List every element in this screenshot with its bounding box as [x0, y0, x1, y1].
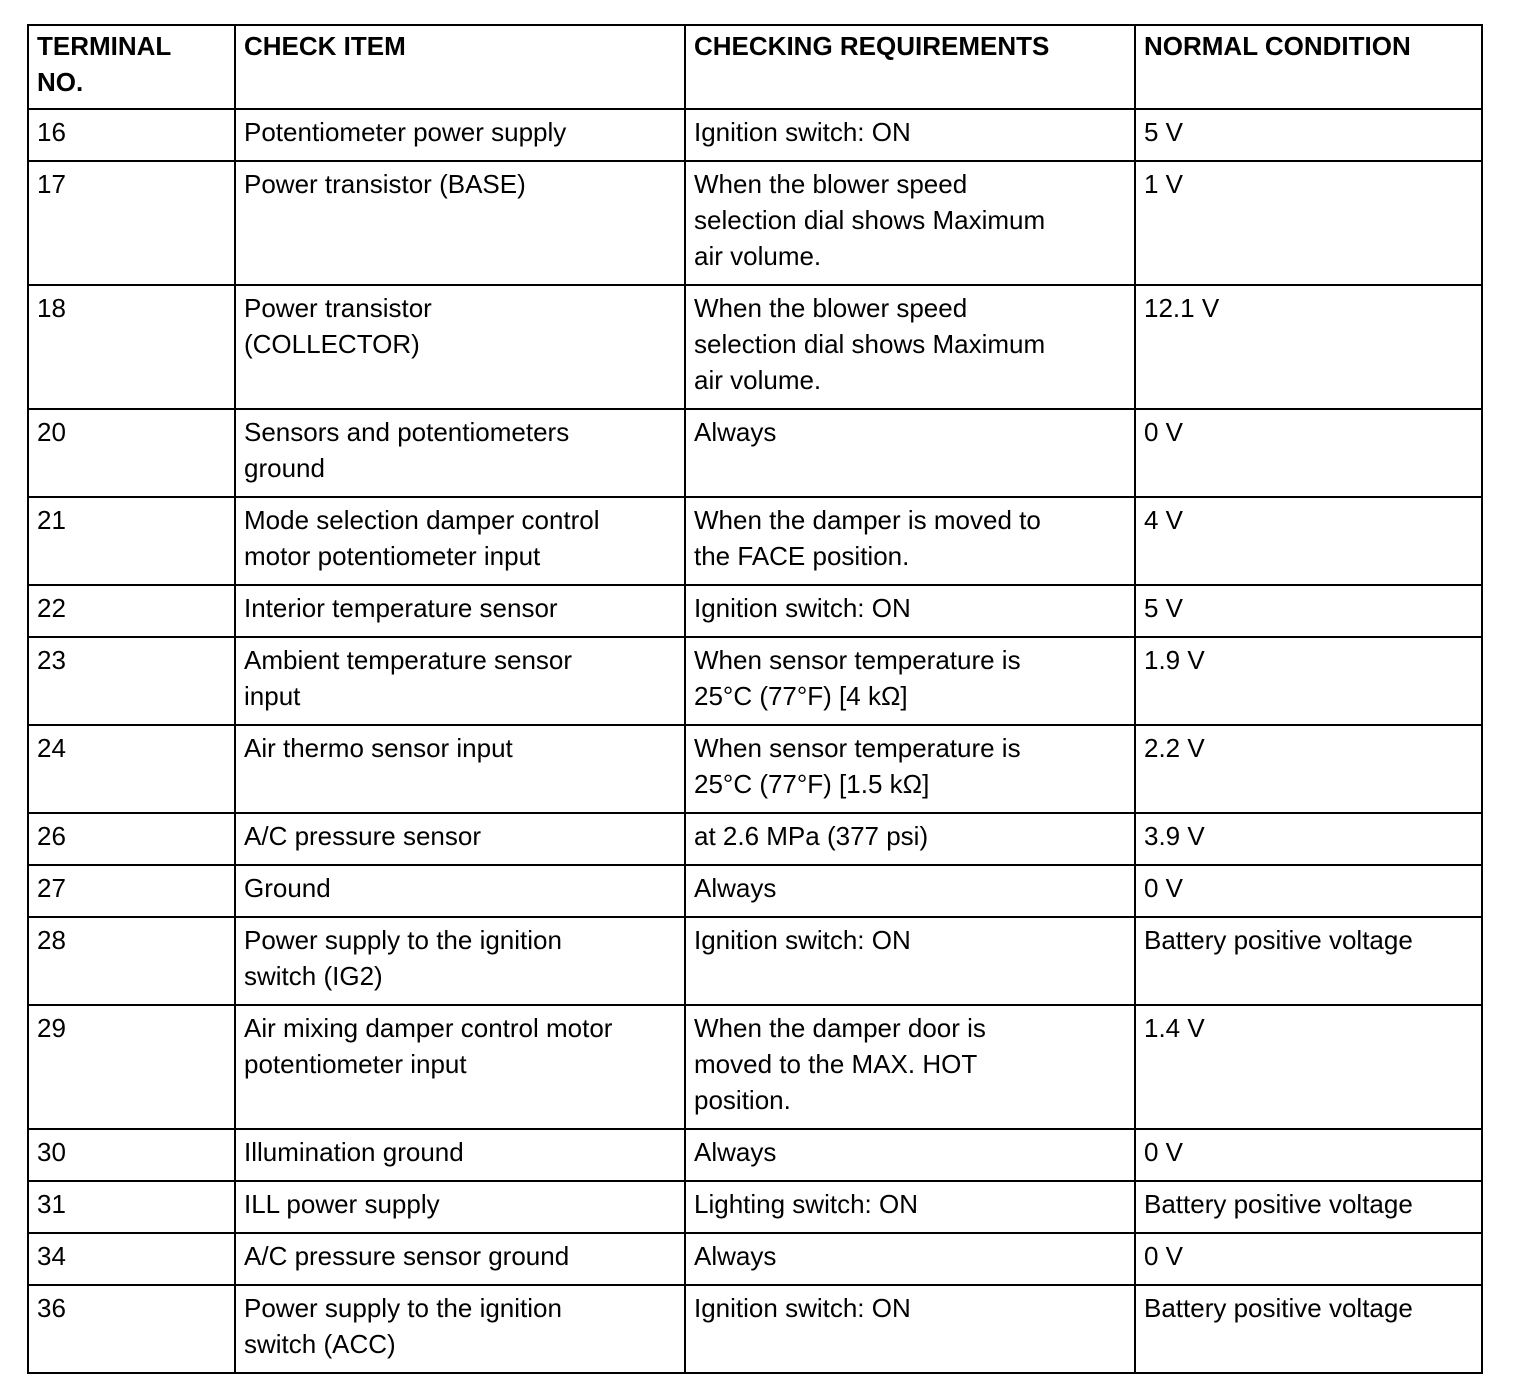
- terminal-cell: 16: [28, 109, 235, 161]
- table-header: [28, 25, 1482, 109]
- table-row: [28, 497, 1482, 585]
- requirement-cell: Always: [685, 1129, 1135, 1181]
- table-row: [28, 285, 1482, 409]
- table-row: [28, 1285, 1482, 1373]
- check-item-cell: ILL power supply: [235, 1181, 685, 1233]
- requirement-cell: When the blower speed selection dial shows Maximum air volume.: [685, 285, 1135, 409]
- table-row: [28, 585, 1482, 637]
- check-item-cell: Air thermo sensor input: [235, 725, 685, 813]
- condition-cell: 12.1 V: [1135, 285, 1482, 409]
- terminal-cell: 23: [28, 637, 235, 725]
- table-row: [28, 161, 1482, 285]
- header-normal-condition: NORMAL CONDITION: [1135, 25, 1482, 109]
- terminal-cell: 18: [28, 285, 235, 409]
- table-row: [28, 1005, 1482, 1129]
- table-body: [28, 109, 1482, 1373]
- table-row: [28, 1233, 1482, 1285]
- table-row: [28, 409, 1482, 497]
- condition-cell: Battery positive voltage: [1135, 1285, 1482, 1373]
- check-item-cell: A/C pressure sensor: [235, 813, 685, 865]
- terminal-cell: 27: [28, 865, 235, 917]
- requirement-cell: Always: [685, 865, 1135, 917]
- condition-cell: 0 V: [1135, 1233, 1482, 1285]
- terminal-cell: 26: [28, 813, 235, 865]
- requirement-cell: Always: [685, 409, 1135, 497]
- requirement-cell: When the blower speed selection dial shows Maximum air volume.: [685, 161, 1135, 285]
- condition-cell: 5 V: [1135, 109, 1482, 161]
- terminal-cell: 29: [28, 1005, 235, 1129]
- condition-cell: 5 V: [1135, 585, 1482, 637]
- requirement-cell: Ignition switch: ON: [685, 917, 1135, 1005]
- check-item-cell: Illumination ground: [235, 1129, 685, 1181]
- requirement-cell: When sensor temperature is 25°C (77°F) [4 kΩ]: [685, 637, 1135, 725]
- table-row: [28, 109, 1482, 161]
- terminal-cell: 34: [28, 1233, 235, 1285]
- condition-cell: Battery positive voltage: [1135, 1181, 1482, 1233]
- requirement-cell: Ignition switch: ON: [685, 1285, 1135, 1373]
- check-item-cell: Power transistor (BASE): [235, 161, 685, 285]
- check-item-cell: Potentiometer power supply: [235, 109, 685, 161]
- requirement-cell: Always: [685, 1233, 1135, 1285]
- condition-cell: Battery positive voltage: [1135, 917, 1482, 1005]
- terminal-cell: 20: [28, 409, 235, 497]
- table-row: [28, 917, 1482, 1005]
- requirement-cell: When the damper is moved to the FACE position.: [685, 497, 1135, 585]
- check-item-cell: Ambient temperature sensor input: [235, 637, 685, 725]
- table-row: [28, 813, 1482, 865]
- requirement-cell: When the damper door is moved to the MAX. HOT position.: [685, 1005, 1135, 1129]
- check-item-cell: Sensors and potentiometers ground: [235, 409, 685, 497]
- table-row: [28, 637, 1482, 725]
- condition-cell: 1 V: [1135, 161, 1482, 285]
- check-item-cell: Power transistor (COLLECTOR): [235, 285, 685, 409]
- check-item-cell: Ground: [235, 865, 685, 917]
- table-row: [28, 725, 1482, 813]
- terminal-cell: 28: [28, 917, 235, 1005]
- table-row: [28, 1181, 1482, 1233]
- check-item-cell: Power supply to the ignition switch (IG2): [235, 917, 685, 1005]
- terminal-cell: 30: [28, 1129, 235, 1181]
- condition-cell: 1.9 V: [1135, 637, 1482, 725]
- header-row: [28, 25, 1482, 109]
- condition-cell: 0 V: [1135, 1129, 1482, 1181]
- terminal-cell: 21: [28, 497, 235, 585]
- check-item-cell: Power supply to the ignition switch (ACC): [235, 1285, 685, 1373]
- requirement-cell: Ignition switch: ON: [685, 109, 1135, 161]
- requirement-cell: Lighting switch: ON: [685, 1181, 1135, 1233]
- requirement-cell: Ignition switch: ON: [685, 585, 1135, 637]
- condition-cell: 0 V: [1135, 865, 1482, 917]
- header-checking-requirements: CHECKING REQUIREMENTS: [685, 25, 1135, 109]
- requirement-cell: When sensor temperature is 25°C (77°F) [1.5 kΩ]: [685, 725, 1135, 813]
- check-item-cell: Interior temperature sensor: [235, 585, 685, 637]
- table-row: [28, 865, 1482, 917]
- terminal-cell: 31: [28, 1181, 235, 1233]
- terminal-check-table: [27, 24, 1483, 1374]
- terminal-cell: 17: [28, 161, 235, 285]
- terminal-cell: 24: [28, 725, 235, 813]
- table-row: [28, 1129, 1482, 1181]
- condition-cell: 1.4 V: [1135, 1005, 1482, 1129]
- header-terminal-no: TERMINAL NO.: [28, 25, 235, 109]
- condition-cell: 3.9 V: [1135, 813, 1482, 865]
- condition-cell: 0 V: [1135, 409, 1482, 497]
- check-item-cell: Air mixing damper control motor potentiometer input: [235, 1005, 685, 1129]
- terminal-cell: 36: [28, 1285, 235, 1373]
- check-item-cell: A/C pressure sensor ground: [235, 1233, 685, 1285]
- condition-cell: 2.2 V: [1135, 725, 1482, 813]
- condition-cell: 4 V: [1135, 497, 1482, 585]
- terminal-cell: 22: [28, 585, 235, 637]
- header-check-item: CHECK ITEM: [235, 25, 685, 109]
- requirement-cell: at 2.6 MPa (377 psi): [685, 813, 1135, 865]
- check-item-cell: Mode selection damper control motor potentiometer input: [235, 497, 685, 585]
